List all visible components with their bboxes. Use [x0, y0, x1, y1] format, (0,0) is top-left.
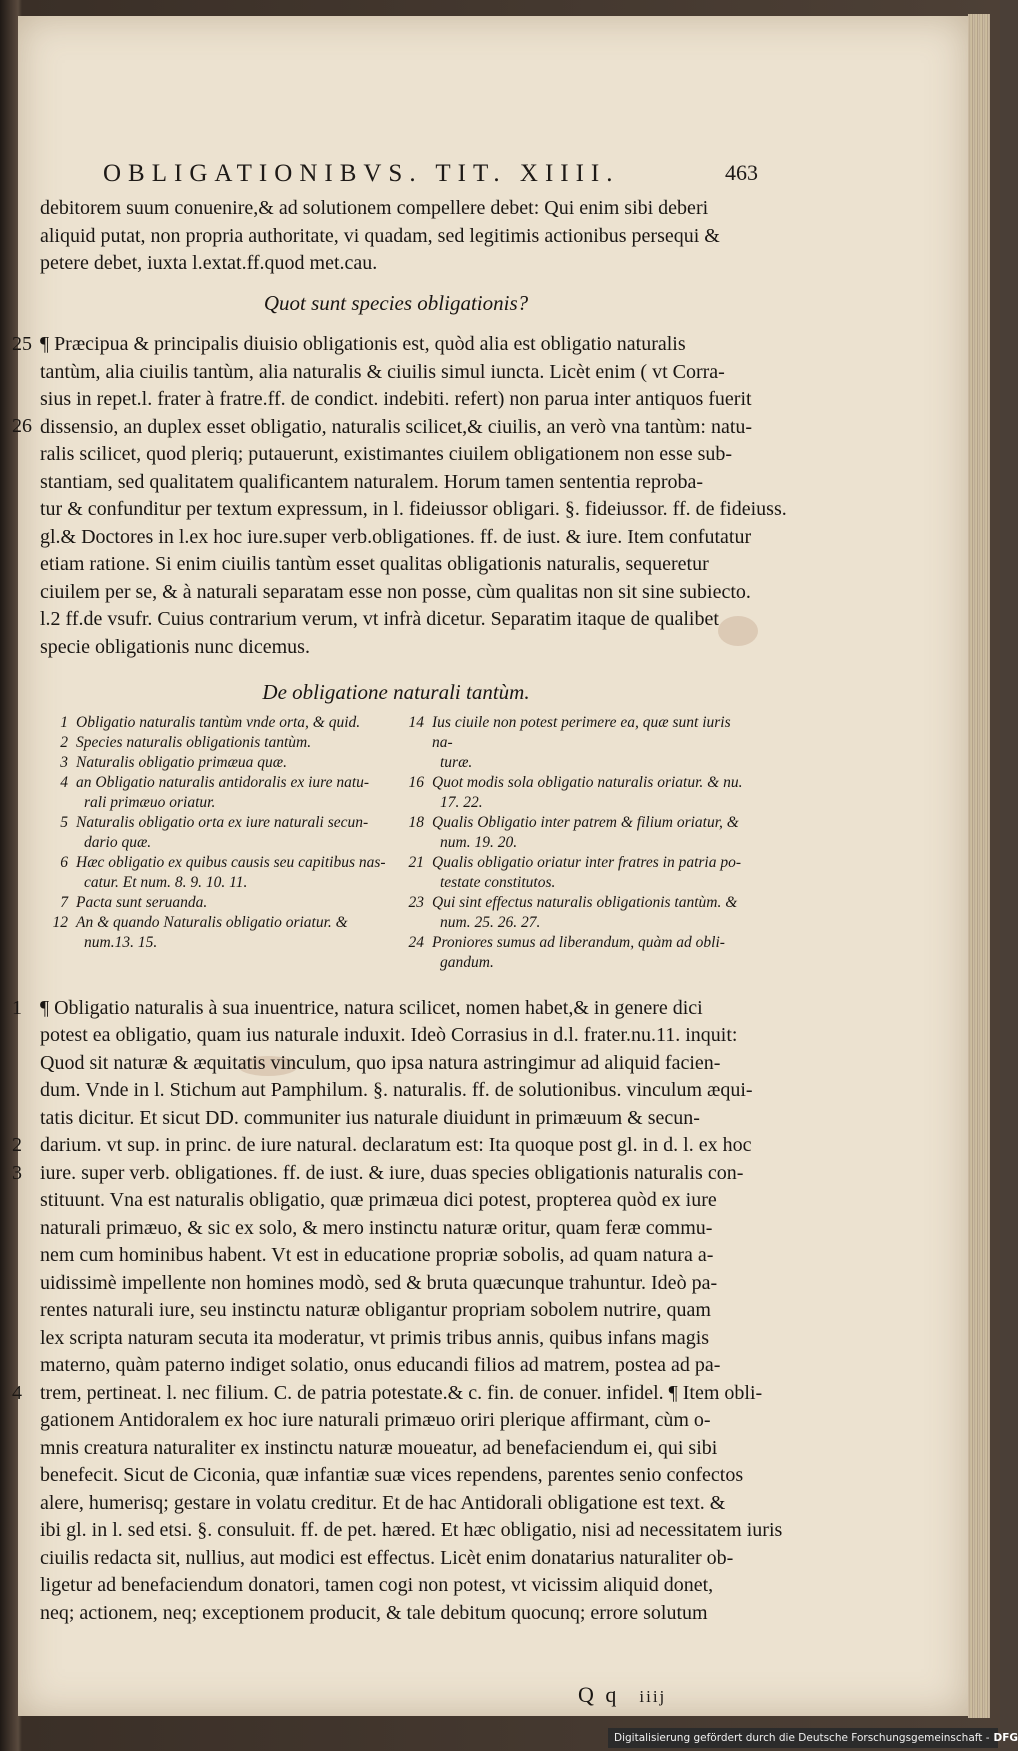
index-text-line: testate constitutos.: [440, 873, 556, 891]
index-text: [76, 733, 388, 753]
index-text: [76, 773, 388, 813]
body-line: gationem Antidoralem ex hoc iure naturali primæuo oriri plerique affirmant, cùm o-: [40, 1409, 711, 1431]
index-text-line: Quot modis sola obligatio naturalis oriatur. & nu.: [432, 773, 743, 791]
margin-number: 26: [12, 415, 32, 437]
species-line: stantiam, sed qualitatem qualificantem naturalem. Horum tamen sententia reproba-: [40, 470, 704, 493]
signature-mark: [578, 1682, 666, 1708]
signature-numeral: iiij: [639, 1687, 667, 1706]
body-line: naturali primæuo, & sic ex solo, & mero instinctu naturæ oritur, quam feræ commu-: [40, 1216, 713, 1239]
body-line: mnis creatura naturaliter ex instinctu naturæ moueatur, ad benefaciendum ei, qui sibi: [40, 1436, 718, 1459]
index-number: 14: [408, 713, 424, 731]
index-text: [76, 913, 388, 953]
species-line: gl.& Doctores in l.ex hoc iure.super verb.obligationes. ff. de iust. & iure. Item confutatur: [40, 525, 752, 548]
index-entry: [396, 713, 744, 773]
species-line: tantùm, alia ciuilis tantùm, alia naturalis & ciuilis simul iuncta. Licèt enim ( vt Corra-: [40, 360, 725, 383]
species-line: sius in repet.l. frater à fratre.ff. de condict. indebiti. refert) non parua inter antiquos fuerit: [40, 388, 752, 410]
margin-number: 4: [12, 1381, 22, 1404]
index-text-line: Qualis obligatio oriatur inter fratres in patria po-: [432, 853, 742, 871]
page-number: 463: [725, 160, 758, 185]
index-entry: [40, 893, 388, 913]
body-line: ¶ Obligatio naturalis à sua inuentrice, natura scilicet, nomen habet,& in genere dici: [40, 996, 703, 1019]
summary-index-left-column: [40, 713, 396, 973]
body-line: potest ea obligatio, quam ius naturale induxit. Ideò Corrasius in d.l. frater.nu.11. inquit:: [40, 1024, 738, 1046]
margin-number: 1: [12, 996, 22, 1019]
body-line: neq; actionem, neq; exceptionem producit, & tale debitum quocunq; errore solutum: [40, 1601, 708, 1624]
digitization-credit: [608, 1728, 1018, 1748]
dfg-logo-text: DFG: [993, 1732, 1018, 1744]
body-line: dum. Vnde in l. Stichum aut Pamphilum. §. naturalis. ff. de solutionibus. vinculum æqui-: [40, 1079, 753, 1101]
section-heading-naturalis: De obligatione naturali tantùm.: [262, 680, 530, 704]
index-text-line: An & quando Naturalis obligatio oriatur. &: [76, 913, 348, 931]
index-entry: [40, 753, 388, 773]
index-text-line: num.13. 15.: [84, 933, 158, 951]
index-text: [76, 753, 388, 773]
body-line: benefecit. Sicut de Ciconia, quæ infantiæ suæ vices rependens, parentes senio confectos: [40, 1464, 744, 1486]
index-text-line: gandum.: [440, 953, 494, 971]
species-line: tur & confunditur per textum expressum, in l. fideiussor obligari. §. fideiussor. ff. de fideiuss.: [40, 498, 787, 520]
index-text: [76, 893, 388, 913]
margin-number: 25: [12, 333, 32, 355]
index-entry: [396, 813, 744, 853]
signature-letters: Q q: [578, 1682, 620, 1707]
index-number: 21: [408, 853, 424, 871]
body-line: ibi gl. in l. sed etsi. §. consuluit. ff. de pet. hæred. Et hæc obligatio, nisi ad necessitatem iuris: [40, 1519, 783, 1541]
index-entry: [396, 773, 744, 813]
index-text: [432, 853, 744, 893]
index-text: [432, 773, 744, 813]
index-entry: [40, 733, 388, 753]
index-number: 5: [60, 813, 68, 831]
body-line: uidissimè impellente non homines modò, sed & bruta quæcunque trahuntur. Ideò pa-: [40, 1271, 718, 1294]
index-entry: [40, 913, 388, 953]
body-line: darium. vt sup. in princ. de iure natural. declaratum est: Ita quoque post gl. in d. l. ex hoc: [40, 1134, 752, 1156]
species-line: l.2 ff.de vsufr. Cuius contrarium verum, vt infrà dicetur. Separatim itaque de qualibet: [40, 608, 719, 630]
index-number: 23: [408, 893, 424, 911]
index-number: 16: [408, 773, 424, 791]
index-text-line: rali primæuo oriatur.: [84, 793, 216, 811]
index-number: 3: [60, 753, 68, 771]
index-text-line: an Obligatio naturalis antidoralis ex iure natu-: [76, 773, 370, 791]
index-text-line: Obligatio naturalis tantùm vnde orta, & quid.: [76, 713, 361, 731]
body-line: alere, humerisq; gestare in volatu creditur. Et de hac Antidorali obligatione est text. &: [40, 1491, 726, 1514]
page-edge: [968, 14, 990, 1718]
body-line: iure. super verb. obligationes. ff. de iust. & iure, duas species obligationis naturalis con-: [40, 1161, 744, 1184]
index-number: 6: [60, 853, 68, 871]
index-number: 12: [52, 913, 68, 931]
index-number: 18: [408, 813, 424, 831]
body-line: lex scripta naturam secuta ita moderatur, vt primis tribus annis, quibus infans magis: [40, 1326, 710, 1349]
index-number: 1: [60, 713, 68, 731]
species-line: ralis scilicet, quod pleriq; putauerunt, existimantes ciuilem obligationem non esse sub-: [40, 443, 733, 465]
index-number: 4: [60, 773, 68, 791]
opening-paragraph: [40, 195, 752, 278]
binding-edge: [0, 0, 18, 1751]
species-line: dissensio, an duplex esset obligatio, naturalis scilicet,& ciuilis, an verò vna tantùm: natu-: [40, 415, 753, 438]
opening-line: debitorem suum conuenire,& ad solutionem compellere debet: Qui enim sibi deberi: [40, 197, 709, 219]
index-text-line: num. 19. 20.: [440, 833, 518, 851]
index-text-line: Naturalis obligatio primæua quæ.: [76, 753, 288, 771]
species-paragraph: [12, 331, 787, 661]
index-number: 2: [60, 733, 68, 751]
summary-index-right-column: [396, 713, 752, 973]
index-text: [432, 813, 744, 853]
index-text: [76, 853, 388, 893]
body-line: tatis dicitur. Et sicut DD. communiter ius naturale diuidunt in primæuum & secun-: [40, 1106, 700, 1129]
index-text: [432, 933, 744, 973]
index-text: [432, 893, 744, 933]
index-text-line: Ius ciuile non potest perimere ea, quæ sunt iuris na-: [432, 713, 731, 751]
index-text-line: Qui sint effectus naturalis obligationis tantùm. &: [432, 893, 738, 911]
section-heading-species: Quot sunt species obligationis?: [263, 290, 529, 315]
index-text-line: Naturalis obligatio orta ex iure naturali secun-: [76, 813, 369, 831]
body-line: rentes naturali iure, seu instinctu naturæ obligantur propriam sobolem nutrire, quam: [40, 1299, 711, 1321]
index-text-line: 17. 22.: [440, 793, 483, 811]
index-entry: [40, 853, 388, 893]
margin-number: 2: [12, 1133, 22, 1156]
index-text-line: Species naturalis obligationis tantùm.: [76, 733, 312, 751]
body-line: Quod sit naturæ & æquitatis vinculum, quo ipsa natura astringimur ad aliquid facien-: [40, 1051, 721, 1074]
species-line: etiam ratione. Si enim ciuilis tantùm esset qualitas obligationis naturalis, sequeretur: [40, 553, 709, 575]
species-line: ¶ Præcipua & principalis diuisio obligationis est, quòd alia est obligatio naturalis: [40, 333, 686, 355]
index-entry: [396, 893, 744, 933]
body-line: ciuilis redacta sit, nullius, aut modici est effectus. Licèt enim donatarius naturaliter ob-: [40, 1546, 734, 1569]
index-entry: [40, 713, 388, 733]
index-text-line: Qualis Obligatio inter patrem & filium oriatur, &: [432, 813, 739, 831]
index-text-line: turæ.: [440, 753, 473, 771]
index-text-line: dario quæ.: [84, 833, 152, 851]
index-text-line: Hæc obligatio ex quibus causis seu capitibus nas-: [76, 853, 386, 871]
index-entry: [396, 933, 744, 973]
credit-text: Digitalisierung gefördert durch die Deutsche Forschungsgemeinschaft -: [614, 1732, 990, 1744]
index-number: 24: [408, 933, 424, 951]
index-number: 7: [60, 893, 68, 911]
index-text: [76, 813, 388, 853]
body-line: nem cum hominibus habent. Vt est in educatione propriæ sobolis, ad quam natura a-: [40, 1244, 714, 1266]
index-text: [432, 713, 744, 773]
main-paragraph: [12, 995, 783, 1628]
index-entry: [40, 813, 388, 853]
margin-number: 3: [12, 1161, 22, 1184]
index-text-line: num. 25. 26. 27.: [440, 913, 541, 931]
summary-index: [40, 713, 752, 973]
index-entry: [40, 773, 388, 813]
index-text-line: catur. Et num. 8. 9. 10. 11.: [84, 873, 248, 891]
body-line: stituunt. Vna est naturalis obligatio, quæ primæua dici potest, propterea quòd ex iure: [40, 1189, 717, 1211]
body-line: trem, pertineat. l. nec filium. C. de patria potestate.& c. fin. de conuer. infidel. ¶ Item obli-: [40, 1381, 763, 1404]
body-line: materno, quàm paterno indiget solatio, onus educandi filios ad matrem, postea ad pa-: [40, 1354, 721, 1376]
species-line: specie obligationis nunc dicemus.: [40, 635, 310, 658]
index-entry: [396, 853, 744, 893]
species-line: ciuilem per se, & à naturali separatam esse non posse, cùm qualitas non sit sine subiecto.: [40, 580, 751, 603]
body-line: ligetur ad benefaciendum donatori, tamen cogi non potest, vt vicissim aliquid donet,: [40, 1574, 714, 1596]
running-head: OBLIGATIONIBVS. TIT. XIIII.: [103, 160, 620, 187]
opening-line: aliquid putat, non propria authoritate, vi quadam, sed legitimis actionibus persequi &: [40, 224, 720, 247]
opening-line: petere debet, iuxta l.extat.ff.quod met.cau.: [40, 252, 378, 274]
index-text-line: Pacta sunt seruanda.: [76, 893, 208, 911]
index-text: [76, 713, 388, 733]
text-block: [12, 195, 787, 1627]
index-text-line: Proniores sumus ad liberandum, quàm ad obli-: [432, 933, 725, 951]
